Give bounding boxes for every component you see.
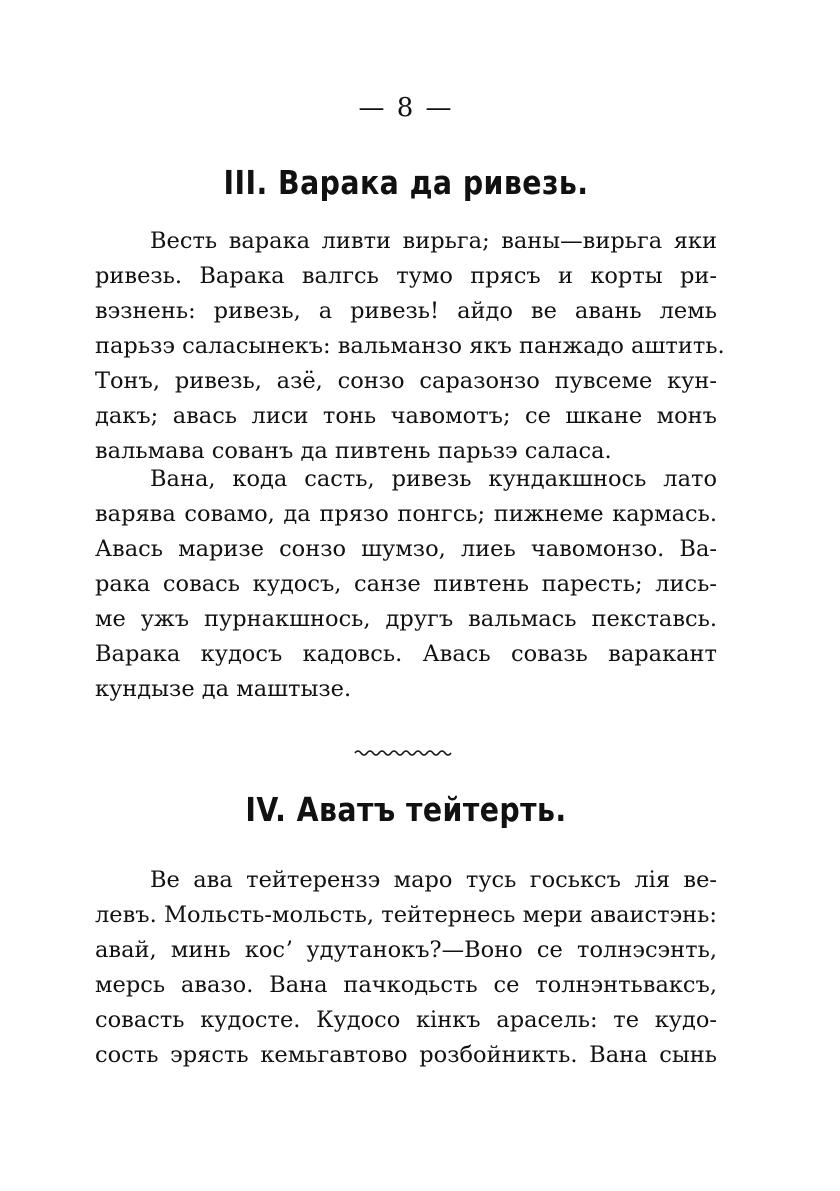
text-line: Авась маризе сонзо шумзо, лиеь чавомонзо. Ва-	[95, 536, 717, 562]
text-line: Варака кудосъ кадовсь. Авась совазь варакант	[95, 641, 717, 667]
section-heading-iv: IV. Аватъ тейтерть.	[245, 790, 567, 829]
book-page	[95, 0, 725, 1191]
text-line: Ве ава тейтерензэ маро тусь госькcъ лiя ве-	[150, 867, 717, 893]
text-line: мерсь авазо. Вана пачкодьсть се толнэнтьваксъ,	[95, 972, 717, 998]
text-line: вальмава сованъ да пивтень парьзэ саласа.	[95, 438, 612, 464]
paragraph	[95, 863, 717, 1073]
text-line: авай, минь косʼ удутанокъ?—Воно се толнэсэнть,	[95, 937, 717, 963]
text-line: левъ. Мольсть-мольсть, тейтернесь мери аваистэнь:	[95, 902, 717, 928]
text-line: кундызе да маштызе.	[95, 676, 352, 702]
text-line: рака совась кудосъ, санзе пивтень паресть; лись-	[95, 571, 717, 597]
page-number: — 8 —	[358, 93, 454, 123]
text-line: дакъ; авась лиси тонь чавомотъ; се шкане монъ	[95, 403, 717, 429]
text-line: парьзэ саласынекъ: вальманзо якъ панжадо аштить.	[95, 333, 725, 359]
text-line: варява совамо, да прязо понгсь; пижнеме кармась.	[95, 501, 717, 527]
text-line: вэзнень: ривезь, а ривезь! айдо ве авань лемь	[95, 298, 717, 324]
text-line: ривезь. Варака валгсь тумо прясъ и корты ри-	[95, 263, 717, 289]
section-heading-iii: III. Варака да ривезь.	[223, 163, 589, 202]
text-line: совасть кудосте. Кудосо кiнкъ арасель: те кудо-	[95, 1007, 717, 1033]
text-line: Весть варака ливти вирьга; ваны—вирьга яки	[150, 228, 717, 254]
paragraph	[95, 462, 717, 707]
text-line: Вана, кода састь, ривезь кундакшнось лато	[150, 466, 717, 492]
text-line: Тонъ, ривезь, азё, сонзо саразонзо пувсеме кун-	[95, 368, 717, 394]
text-line: ме ужъ пурнакшнось, другъ вальмась пекставсь.	[95, 606, 717, 632]
text-line: сость эрясть кемьгавтово розбойникть. Вана сынь	[95, 1042, 717, 1068]
wavy-divider	[353, 748, 453, 758]
paragraph	[95, 224, 725, 469]
